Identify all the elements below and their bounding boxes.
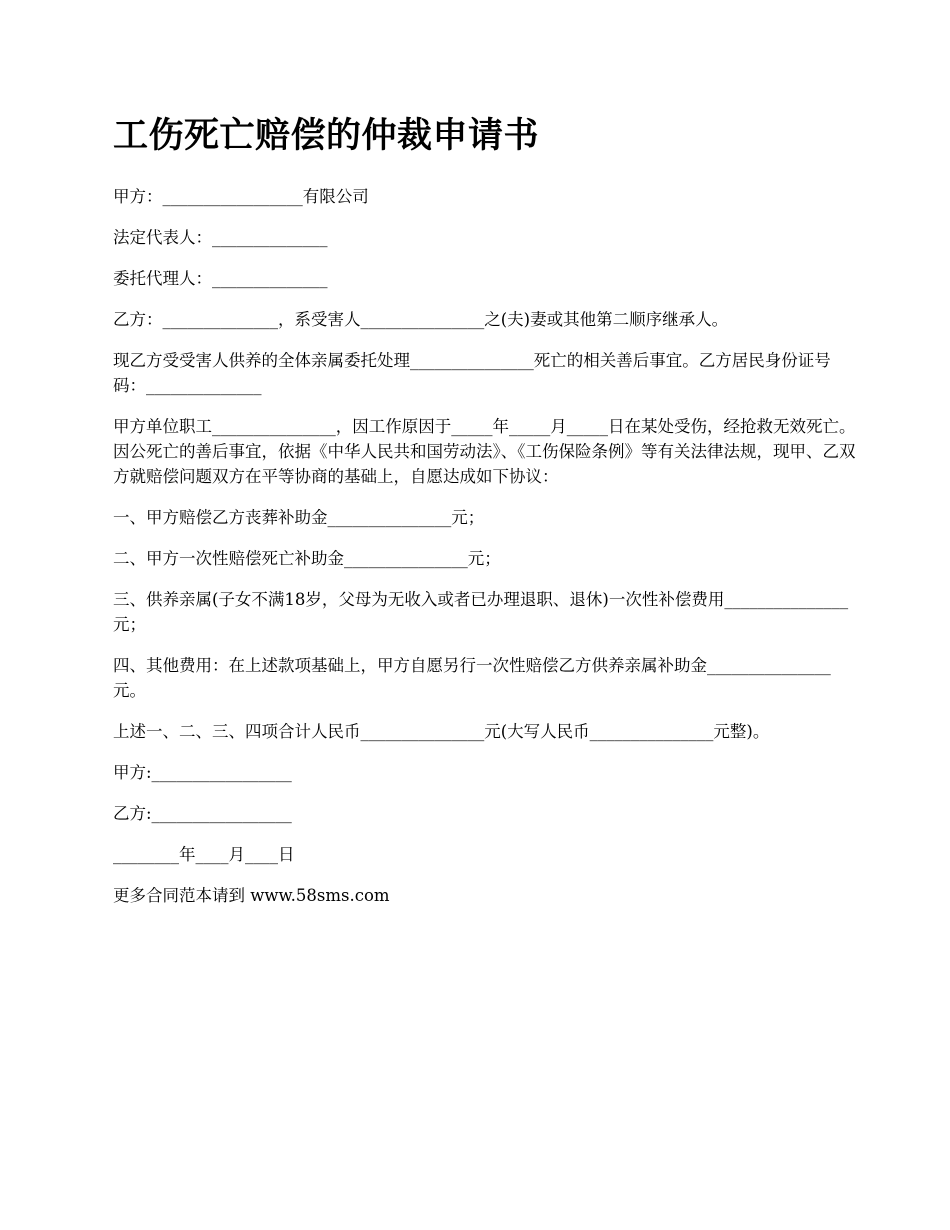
incident-paragraph: 甲方单位职工_______________，因工作原因于_____年_____月_____日在某处受伤，经抢救无效死亡。因公死亡的善后事宜，依据《中华人民共和国劳动法》、《工伤保险条例》等有关法律法规，现甲、乙双方就赔偿问题双方在平等协商的基础上，自愿达成如下协议： — [113, 417, 856, 486]
clause-death-subsidy: 二、甲方一次性赔偿死亡补助金_______________元； — [113, 549, 501, 568]
authorized-agent: 委托代理人：______________ — [113, 269, 328, 288]
total-amount: 上述一、二、三、四项合计人民币_______________元(大写人民币_______________元整)。 — [113, 722, 770, 741]
clause-funeral-subsidy: 一、甲方赔偿乙方丧葬补助金_______________元； — [113, 508, 485, 527]
party-a-company: 甲方：_________________有限公司 — [113, 187, 369, 206]
entrustment-paragraph: 现乙方受受害人供养的全体亲属委托处理_______________死亡的相关善后事宜。乙方居民身份证号码：______________ — [113, 351, 831, 395]
document-title: 工伤死亡赔偿的仲裁申请书 — [113, 116, 540, 156]
signing-date: ________年____月____日 — [113, 845, 295, 864]
legal-representative: 法定代表人：______________ — [113, 228, 328, 247]
signature-party-a: 甲方:_________________ — [113, 763, 292, 782]
party-b-statement: 乙方：______________，系受害人_______________之(夫)妻或其他第二顺序继承人。 — [113, 310, 729, 329]
clause-other-fees: 四、其他费用：在上述款项基础上，甲方自愿另行一次性赔偿乙方供养亲属补助金_______________元。 — [113, 656, 831, 700]
footer-note: 更多合同范本请到 www.58sms.com — [113, 886, 390, 905]
clause-dependent-compensation: 三、供养亲属(子女不满18岁，父母为无收入或者已办理退职、退休)一次性补偿费用_______________元； — [113, 590, 849, 634]
document-page — [113, 112, 858, 924]
signature-party-b: 乙方:_________________ — [113, 804, 292, 823]
